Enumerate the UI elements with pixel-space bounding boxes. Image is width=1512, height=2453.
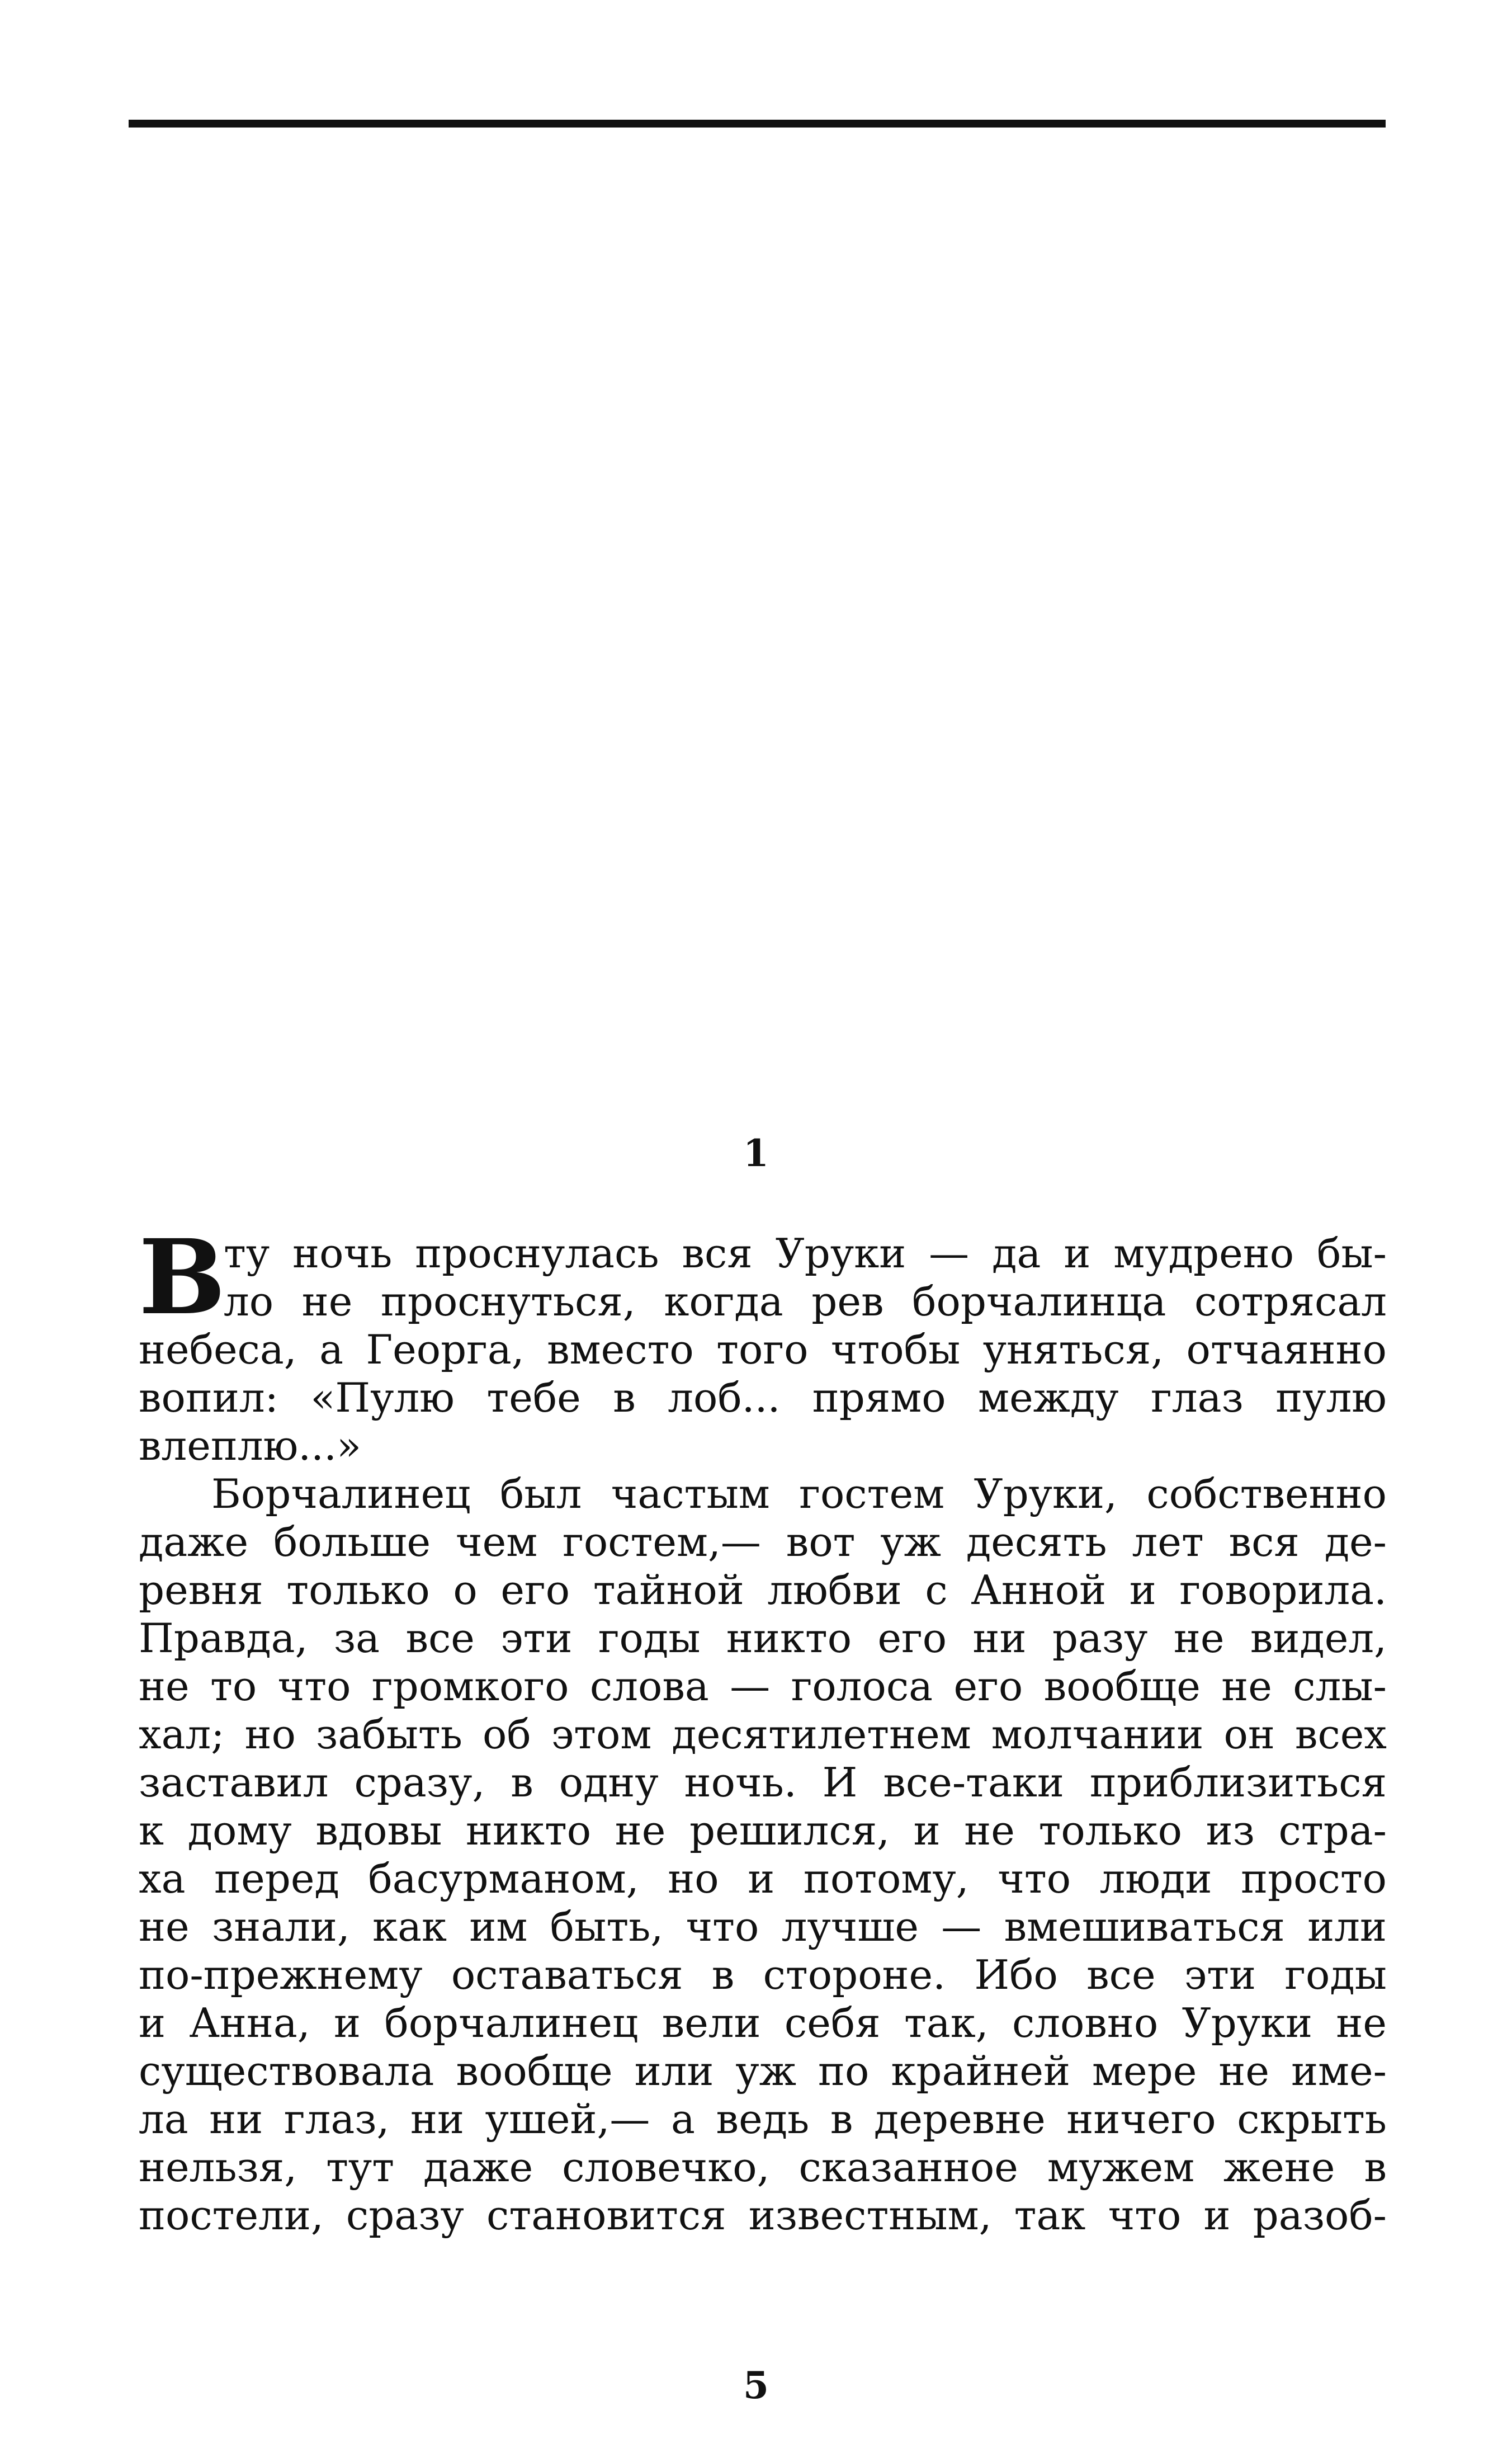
text-line: заставил сразу, в одну ночь. И все-таки приблизиться [139, 1759, 1387, 1806]
text-line: постели, сразу становится известным, так что и разоб- [139, 2192, 1387, 2239]
body-text [139, 1217, 1387, 2239]
text-line: влеплю...» [139, 1422, 362, 1469]
drop-cap: В [139, 1217, 226, 1338]
top-rule [129, 120, 1386, 128]
text-line: нельзя, тут даже словечко, сказанное мужем жене в [139, 2144, 1387, 2191]
text-line: ло не проснуться, когда рев борчалинца сотрясал [224, 1278, 1387, 1325]
text-line: ла ни глаз, ни ушей,— а ведь в деревне ничего скрыть [139, 2096, 1387, 2143]
page-number: 5 [743, 2364, 769, 2407]
text-line: ха перед басурманом, но и потому, что люди просто [139, 1855, 1387, 1902]
text-line: не знали, как им быть, что лучше — вмешиваться или [139, 1903, 1387, 1950]
text-line: существовала вообще или уж по крайней мере не име- [139, 2048, 1387, 2095]
text-line: даже больше чем гостем,— вот уж десять лет вся де- [139, 1518, 1387, 1565]
text-line: Правда, за все эти годы никто его ни разу не видел, [139, 1615, 1387, 1662]
text-line: ту ночь проснулась вся Уруки — да и мудрено бы- [224, 1230, 1387, 1277]
text-line: по-прежнему оставаться в стороне. Ибо все эти годы [139, 1951, 1387, 1998]
text-line: к дому вдовы никто не решился, и не только из стра- [139, 1807, 1387, 1854]
text-line: ревня только о его тайной любви с Анной и говорила. [139, 1567, 1387, 1614]
chapter-number: 1 [743, 1131, 769, 1175]
text-line: Борчалинец был частым гостем Уруки, собственно [211, 1470, 1387, 1517]
text-line: хал; но забыть об этом десятилетнем молчании он всех [139, 1711, 1387, 1758]
text-line: и Анна, и борчалинец вели себя так, словно Уруки не [139, 1999, 1387, 2046]
text-line: небеса, а Георга, вместо того чтобы уняться, отчаянно [139, 1326, 1387, 1373]
text-line: не то что громкого слова — голоса его вообще не слы- [139, 1663, 1387, 1710]
text-line: вопил: «Пулю тебе в лоб... прямо между глаз пулю [139, 1374, 1387, 1421]
